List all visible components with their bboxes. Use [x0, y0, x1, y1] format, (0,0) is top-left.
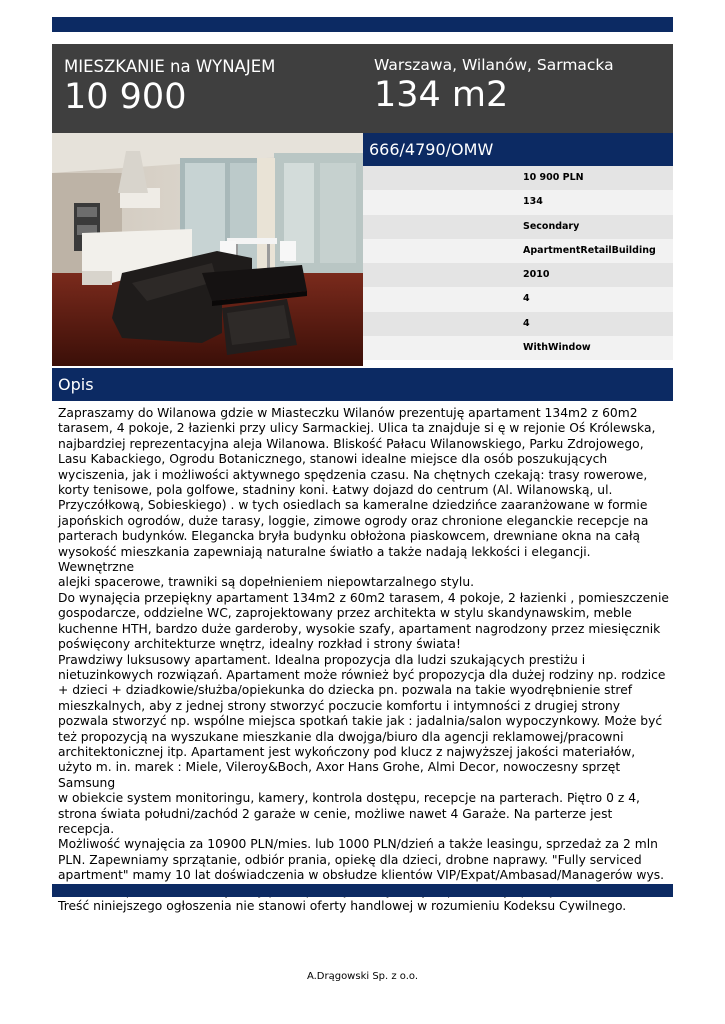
detail-row: 4 — [363, 287, 673, 311]
detail-row: ApartmentRetailBuilding — [363, 239, 673, 263]
detail-row: 4 — [363, 312, 673, 336]
detail-row: 10 900 PLN — [363, 166, 673, 190]
header-right — [374, 55, 614, 115]
listing-reference: 666/4790/OMW — [363, 133, 673, 166]
bottom-accent-bar — [52, 884, 673, 897]
description-text: Zapraszamy do Wilanowa gdzie w Miasteczku Wilanów prezentuję apartament 134m2 z 60m2 tarasem, 4 pokoje, 2 łazienki przy ulicy Sarmackiej. Ulica ta znajduje si ę w rejonie Oś Królewska, najbardziej reprezentacyjna aleja Wilanowa. Bliskość Pałacu Wilanowskiego, Parku Zdrojowego, Lasu Kabackiego, Ogrodu Botanicznego, stanowi idealne miejsce dla osób poszukujących wyciszenia, jak i możliwości aktywnego spędzenia czasu. Na chętnych czekają: trasy rowerowe, korty tenisowe, pola golfowe, stadniny koni. Łatwy dojazd do centrum (Al. Wilanowską, ul. Przyczółkową, Sobieskiego) . w tych osiedlach sa kameralne dziedzińce zaaranżowane w formie japońskich ogrodów, duże tarasy, loggie, zimowe ogrody oraz chronione eleganckie recepcje na parterach budynków. Elegancka bryła budynku obłożona piaskowcem, drewniane okna na całą wysokość mieszkania zapewniają naturalne światło a także nadają lekkości i elegancji. Wewnętrzne alejki spacerowe, trawniki są dopełnieniem niepowtarzalnego stylu. Do wynajęcia przepiękny apartament 134m2 z 60m2 tarasem, 4 pokoje, 2 łazienki , pomieszczenie gospodarcze, oddzielne WC, zaprojektowany przez architekta w stylu skandynawskim, meble kuchenne HTH, bardzo duże garderoby, wysokie szafy, apartament nagrodzony przez miesięcznik poświęcony architekturze wnętrz, idealny rozkład i strony świata! Prawdziwy luksusowy apartament. Idealna propozycja dla ludzi szukających prestiżu i nietuzinkowych rozwiązań. Apartament może również być propozycja dla dużej rodziny np. rodzice + dzieci + dziadkowie/służba/opiekunka do dziecka pn. pozwala na takie wyodrębnienie stref mieszkalnych, aby z jednej strony stworzyć poczucie komfortu i intymności z drugiej strony pozwala stworzyć np. wspólne miejsca spotkań takie jak : jadalnia/salon wypoczynkowy. Może być też propozycją na wyszukane mieszkanie dla dwojga/biuro dla agencji reklamowej/pracowni architektonicznej itp. Apartament jest wykończony pod klucz z najwyższej jakości materiałów, użyto m. in. marek : Miele, Vileroy&Boch, Axor Hans Grohe, Almi Decor, nowoczesny sprzęt Samsung w obiekcie system monitoringu, kamery, kontrola dostępu, recepcje na parterach. Piętro 0 z 4, strona świata południ/zachód 2 garaże w cenie, możliwe nawet 4 Garaże. Na parterze jest recepcja. Możliwość wynajęcia za 10900 PLN/mies. lub 1000 PLN/dzień a także leasingu, sprzedaż za 2 mln PLN. Zapewniamy sprzątanie, odbiór prania, opiekę dla dzieci, drobne naprawy. "Fully serviced apartment" mamy 10 lat doświadczenia w obsłudze klientów VIP/Expat/Ambasad/Managerów wys. Treść niniejszego ogłoszenia nie stanowi oferty handlowej w rozumieniu Kodeksu Cywilnego. — [58, 406, 669, 913]
offer-location: Warszawa, Wilanów, Sarmacka — [374, 56, 614, 74]
offer-price: 10 900 — [64, 77, 187, 117]
offer-type-label: MIESZKANIE na WYNAJEM — [64, 57, 276, 76]
detail-row: Secondary — [363, 215, 673, 239]
top-accent-bar — [52, 17, 673, 32]
apartment-photo — [52, 133, 363, 366]
offer-area: 134 m2 — [374, 75, 509, 115]
detail-row: WithWindow — [363, 336, 673, 360]
detail-row: 134 — [363, 190, 673, 214]
header-left — [64, 57, 275, 117]
listing-details-table — [363, 166, 673, 360]
description-section-title: Opis — [52, 368, 673, 401]
listing-header — [52, 44, 673, 133]
footer-company: A.Drągowski Sp. z o.o. — [306, 971, 419, 982]
detail-row: 2010 — [363, 263, 673, 287]
